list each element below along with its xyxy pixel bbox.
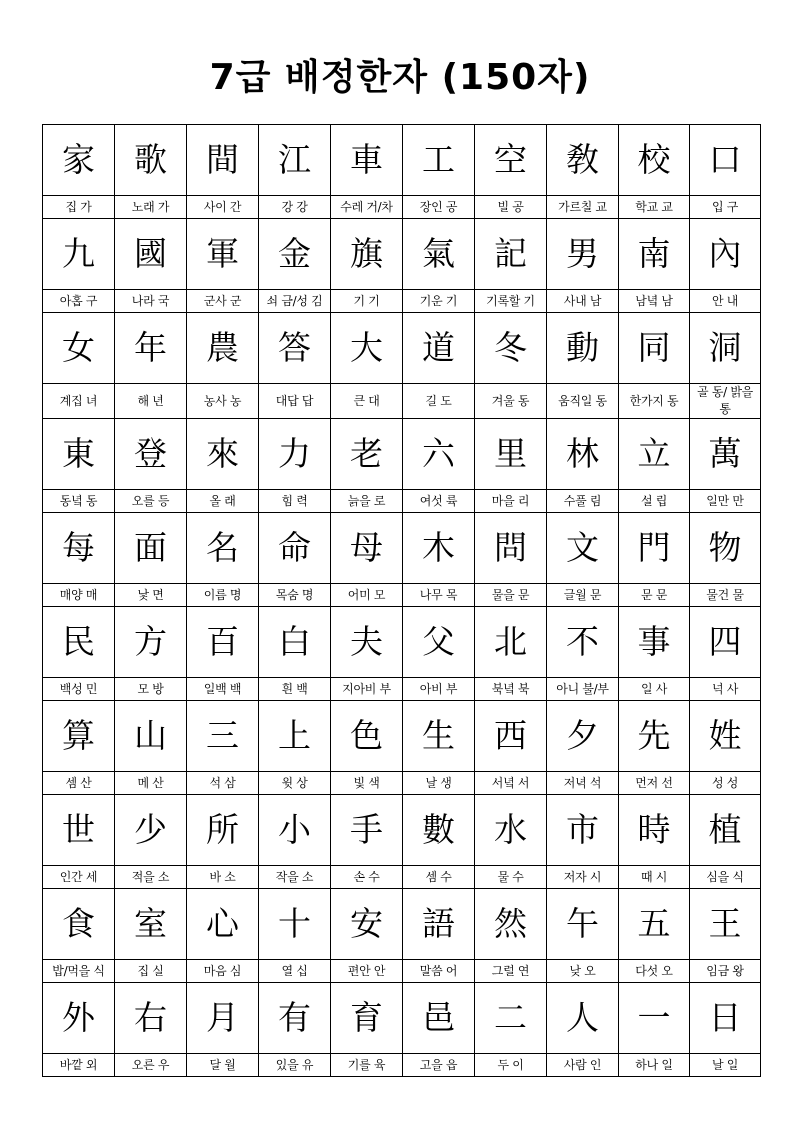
hanja-character: 西 [475, 701, 547, 772]
hanja-meaning: 열 십 [259, 960, 331, 983]
hanja-meaning: 대답 답 [259, 384, 331, 419]
hanja-meaning: 골 동/ 밝을 통 [690, 384, 761, 419]
hanja-meaning: 일 사 [619, 678, 690, 701]
hanja-meaning: 수풀 림 [547, 490, 619, 513]
hanja-meaning: 석 삼 [187, 772, 259, 795]
hanja-row [43, 125, 761, 196]
hanja-character: 四 [690, 607, 761, 678]
hanja-character: 二 [475, 983, 547, 1054]
hanja-meaning: 움직일 동 [547, 384, 619, 419]
hanja-character: 三 [187, 701, 259, 772]
hanja-character: 文 [547, 513, 619, 584]
hanja-character: 食 [43, 889, 115, 960]
hanja-character: 心 [187, 889, 259, 960]
hanja-meaning: 날 생 [403, 772, 475, 795]
hanja-character: 生 [403, 701, 475, 772]
hanja-meaning: 동녘 동 [43, 490, 115, 513]
hanja-meaning: 손 수 [331, 866, 403, 889]
hanja-meaning: 빛 색 [331, 772, 403, 795]
hanja-character: 校 [619, 125, 690, 196]
hanja-meaning: 때 시 [619, 866, 690, 889]
meaning-row [43, 1054, 761, 1077]
hanja-character: 間 [187, 125, 259, 196]
hanja-character: 五 [619, 889, 690, 960]
hanja-meaning: 장인 공 [403, 196, 475, 219]
hanja-meaning: 기운 기 [403, 290, 475, 313]
meaning-row [43, 960, 761, 983]
hanja-meaning: 집 실 [115, 960, 187, 983]
hanja-meaning: 한가지 동 [619, 384, 690, 419]
hanja-character: 水 [475, 795, 547, 866]
hanja-meaning: 기록할 기 [475, 290, 547, 313]
hanja-character: 育 [331, 983, 403, 1054]
hanja-character: 所 [187, 795, 259, 866]
hanja-meaning: 다섯 오 [619, 960, 690, 983]
hanja-meaning: 큰 대 [331, 384, 403, 419]
hanja-character: 同 [619, 313, 690, 384]
hanja-character: 內 [690, 219, 761, 290]
meaning-row [43, 196, 761, 219]
hanja-meaning: 빌 공 [475, 196, 547, 219]
hanja-meaning: 여섯 륙 [403, 490, 475, 513]
hanja-character: 金 [259, 219, 331, 290]
hanja-meaning: 아니 불/부 [547, 678, 619, 701]
hanja-meaning: 모 방 [115, 678, 187, 701]
hanja-meaning: 저녁 석 [547, 772, 619, 795]
hanja-meaning: 임금 왕 [690, 960, 761, 983]
hanja-meaning: 사내 남 [547, 290, 619, 313]
hanja-meaning: 셈 수 [403, 866, 475, 889]
hanja-meaning: 인간 세 [43, 866, 115, 889]
hanja-character: 口 [690, 125, 761, 196]
hanja-character: 空 [475, 125, 547, 196]
hanja-meaning: 마음 심 [187, 960, 259, 983]
hanja-meaning: 바 소 [187, 866, 259, 889]
hanja-character: 算 [43, 701, 115, 772]
hanja-meaning: 고을 읍 [403, 1054, 475, 1077]
hanja-character: 九 [43, 219, 115, 290]
hanja-meaning: 사람 인 [547, 1054, 619, 1077]
hanja-meaning: 겨울 동 [475, 384, 547, 419]
hanja-meaning: 저자 시 [547, 866, 619, 889]
hanja-meaning: 물을 문 [475, 584, 547, 607]
hanja-character: 然 [475, 889, 547, 960]
hanja-character: 車 [331, 125, 403, 196]
hanja-character: 立 [619, 419, 690, 490]
meaning-row [43, 772, 761, 795]
hanja-character: 王 [690, 889, 761, 960]
hanja-meaning: 마을 리 [475, 490, 547, 513]
hanja-character: 登 [115, 419, 187, 490]
hanja-character: 里 [475, 419, 547, 490]
hanja-character: 數 [403, 795, 475, 866]
hanja-meaning: 어미 모 [331, 584, 403, 607]
hanja-row [43, 983, 761, 1054]
hanja-meaning: 윗 상 [259, 772, 331, 795]
hanja-character: 世 [43, 795, 115, 866]
hanja-meaning: 성 성 [690, 772, 761, 795]
hanja-character: 手 [331, 795, 403, 866]
hanja-character: 東 [43, 419, 115, 490]
hanja-character: 記 [475, 219, 547, 290]
hanja-meaning: 목숨 명 [259, 584, 331, 607]
hanja-meaning: 적을 소 [115, 866, 187, 889]
hanja-character: 百 [187, 607, 259, 678]
hanja-character: 六 [403, 419, 475, 490]
hanja-row [43, 513, 761, 584]
hanja-character: 門 [619, 513, 690, 584]
hanja-row [43, 889, 761, 960]
hanja-meaning: 계집 녀 [43, 384, 115, 419]
hanja-meaning: 물 수 [475, 866, 547, 889]
hanja-meaning: 집 가 [43, 196, 115, 219]
hanja-meaning: 편안 안 [331, 960, 403, 983]
hanja-character: 民 [43, 607, 115, 678]
hanja-meaning: 말씀 어 [403, 960, 475, 983]
hanja-meaning: 사이 간 [187, 196, 259, 219]
hanja-character: 動 [547, 313, 619, 384]
hanja-meaning: 이름 명 [187, 584, 259, 607]
hanja-meaning: 북녘 북 [475, 678, 547, 701]
hanja-row [43, 313, 761, 384]
hanja-character: 力 [259, 419, 331, 490]
meaning-row [43, 290, 761, 313]
hanja-meaning: 올 래 [187, 490, 259, 513]
hanja-meaning: 심을 식 [690, 866, 761, 889]
hanja-character: 萬 [690, 419, 761, 490]
hanja-meaning: 아비 부 [403, 678, 475, 701]
hanja-meaning: 두 이 [475, 1054, 547, 1077]
hanja-character: 農 [187, 313, 259, 384]
hanja-meaning: 기 기 [331, 290, 403, 313]
hanja-character: 夕 [547, 701, 619, 772]
hanja-meaning: 매양 매 [43, 584, 115, 607]
hanja-character: 白 [259, 607, 331, 678]
hanja-meaning: 학교 교 [619, 196, 690, 219]
hanja-meaning: 있을 유 [259, 1054, 331, 1077]
hanja-character: 日 [690, 983, 761, 1054]
hanja-character: 道 [403, 313, 475, 384]
hanja-character: 先 [619, 701, 690, 772]
hanja-character: 面 [115, 513, 187, 584]
hanja-meaning: 물건 물 [690, 584, 761, 607]
hanja-meaning: 넉 사 [690, 678, 761, 701]
hanja-character: 大 [331, 313, 403, 384]
hanja-meaning: 아홉 구 [43, 290, 115, 313]
hanja-character: 不 [547, 607, 619, 678]
hanja-character: 方 [115, 607, 187, 678]
hanja-meaning: 지아비 부 [331, 678, 403, 701]
hanja-character: 邑 [403, 983, 475, 1054]
hanja-meaning: 먼저 선 [619, 772, 690, 795]
hanja-meaning: 나무 목 [403, 584, 475, 607]
hanja-character: 小 [259, 795, 331, 866]
hanja-meaning: 흰 백 [259, 678, 331, 701]
hanja-meaning: 기를 육 [331, 1054, 403, 1077]
hanja-character: 月 [187, 983, 259, 1054]
hanja-meaning: 가르칠 교 [547, 196, 619, 219]
hanja-character: 父 [403, 607, 475, 678]
meaning-row [43, 584, 761, 607]
hanja-meaning: 쇠 금/성 김 [259, 290, 331, 313]
hanja-meaning: 백성 민 [43, 678, 115, 701]
hanja-meaning: 셈 산 [43, 772, 115, 795]
hanja-character: 事 [619, 607, 690, 678]
hanja-character: 安 [331, 889, 403, 960]
hanja-meaning: 길 도 [403, 384, 475, 419]
hanja-meaning: 글월 문 [547, 584, 619, 607]
meaning-row [43, 384, 761, 419]
hanja-character: 答 [259, 313, 331, 384]
hanja-meaning: 강 강 [259, 196, 331, 219]
hanja-meaning: 입 구 [690, 196, 761, 219]
hanja-meaning: 수레 거/차 [331, 196, 403, 219]
hanja-meaning: 달 월 [187, 1054, 259, 1077]
hanja-character: 室 [115, 889, 187, 960]
hanja-character: 物 [690, 513, 761, 584]
hanja-character: 年 [115, 313, 187, 384]
hanja-meaning: 서녘 서 [475, 772, 547, 795]
hanja-character: 老 [331, 419, 403, 490]
hanja-character: 北 [475, 607, 547, 678]
hanja-character: 語 [403, 889, 475, 960]
hanja-meaning: 낮 오 [547, 960, 619, 983]
hanja-character: 歌 [115, 125, 187, 196]
hanja-meaning: 늙을 로 [331, 490, 403, 513]
hanja-row [43, 701, 761, 772]
hanja-character: 冬 [475, 313, 547, 384]
hanja-meaning: 안 내 [690, 290, 761, 313]
hanja-character: 名 [187, 513, 259, 584]
hanja-meaning: 해 년 [115, 384, 187, 419]
hanja-meaning: 노래 가 [115, 196, 187, 219]
hanja-row [43, 219, 761, 290]
hanja-meaning: 농사 농 [187, 384, 259, 419]
hanja-meaning: 군사 군 [187, 290, 259, 313]
hanja-meaning: 작을 소 [259, 866, 331, 889]
hanja-row [43, 795, 761, 866]
hanja-meaning: 날 일 [690, 1054, 761, 1077]
hanja-row [43, 607, 761, 678]
hanja-character: 右 [115, 983, 187, 1054]
hanja-meaning: 낯 면 [115, 584, 187, 607]
hanja-meaning: 힘 력 [259, 490, 331, 513]
page-title: 7급 배정한자 (150자) [209, 57, 591, 98]
hanja-character: 氣 [403, 219, 475, 290]
hanja-character: 女 [43, 313, 115, 384]
hanja-character: 市 [547, 795, 619, 866]
hanja-meaning: 그럴 연 [475, 960, 547, 983]
hanja-character: 南 [619, 219, 690, 290]
hanja-character: 人 [547, 983, 619, 1054]
hanja-character: 十 [259, 889, 331, 960]
hanja-character: 色 [331, 701, 403, 772]
hanja-character: 午 [547, 889, 619, 960]
hanja-character: 夫 [331, 607, 403, 678]
hanja-meaning: 문 문 [619, 584, 690, 607]
hanja-meaning: 오른 우 [115, 1054, 187, 1077]
hanja-character: 家 [43, 125, 115, 196]
hanja-character: 母 [331, 513, 403, 584]
hanja-character: 外 [43, 983, 115, 1054]
hanja-character: 少 [115, 795, 187, 866]
hanja-character: 姓 [690, 701, 761, 772]
hanja-table-body [43, 125, 761, 1077]
hanja-character: 植 [690, 795, 761, 866]
hanja-meaning: 하나 일 [619, 1054, 690, 1077]
hanja-character: 來 [187, 419, 259, 490]
hanja-character: 命 [259, 513, 331, 584]
hanja-meaning: 나라 국 [115, 290, 187, 313]
hanja-character: 軍 [187, 219, 259, 290]
hanja-meaning: 오를 등 [115, 490, 187, 513]
meaning-row [43, 866, 761, 889]
hanja-character: 有 [259, 983, 331, 1054]
hanja-character: 洞 [690, 313, 761, 384]
hanja-row [43, 419, 761, 490]
hanja-character: 旗 [331, 219, 403, 290]
hanja-meaning: 바깥 외 [43, 1054, 115, 1077]
hanja-character: 山 [115, 701, 187, 772]
hanja-meaning: 밥/먹을 식 [43, 960, 115, 983]
hanja-character: 時 [619, 795, 690, 866]
hanja-character: 林 [547, 419, 619, 490]
hanja-character: 上 [259, 701, 331, 772]
meaning-row [43, 678, 761, 701]
hanja-character: 國 [115, 219, 187, 290]
hanja-character: 江 [259, 125, 331, 196]
hanja-meaning: 남녘 남 [619, 290, 690, 313]
hanja-table [42, 124, 761, 1077]
hanja-character: 一 [619, 983, 690, 1054]
hanja-character: 男 [547, 219, 619, 290]
hanja-meaning: 설 립 [619, 490, 690, 513]
hanja-character: 每 [43, 513, 115, 584]
meaning-row [43, 490, 761, 513]
hanja-meaning: 일백 백 [187, 678, 259, 701]
hanja-meaning: 일만 만 [690, 490, 761, 513]
hanja-character: 木 [403, 513, 475, 584]
hanja-character: 工 [403, 125, 475, 196]
hanja-meaning: 메 산 [115, 772, 187, 795]
hanja-character: 敎 [547, 125, 619, 196]
hanja-character: 問 [475, 513, 547, 584]
